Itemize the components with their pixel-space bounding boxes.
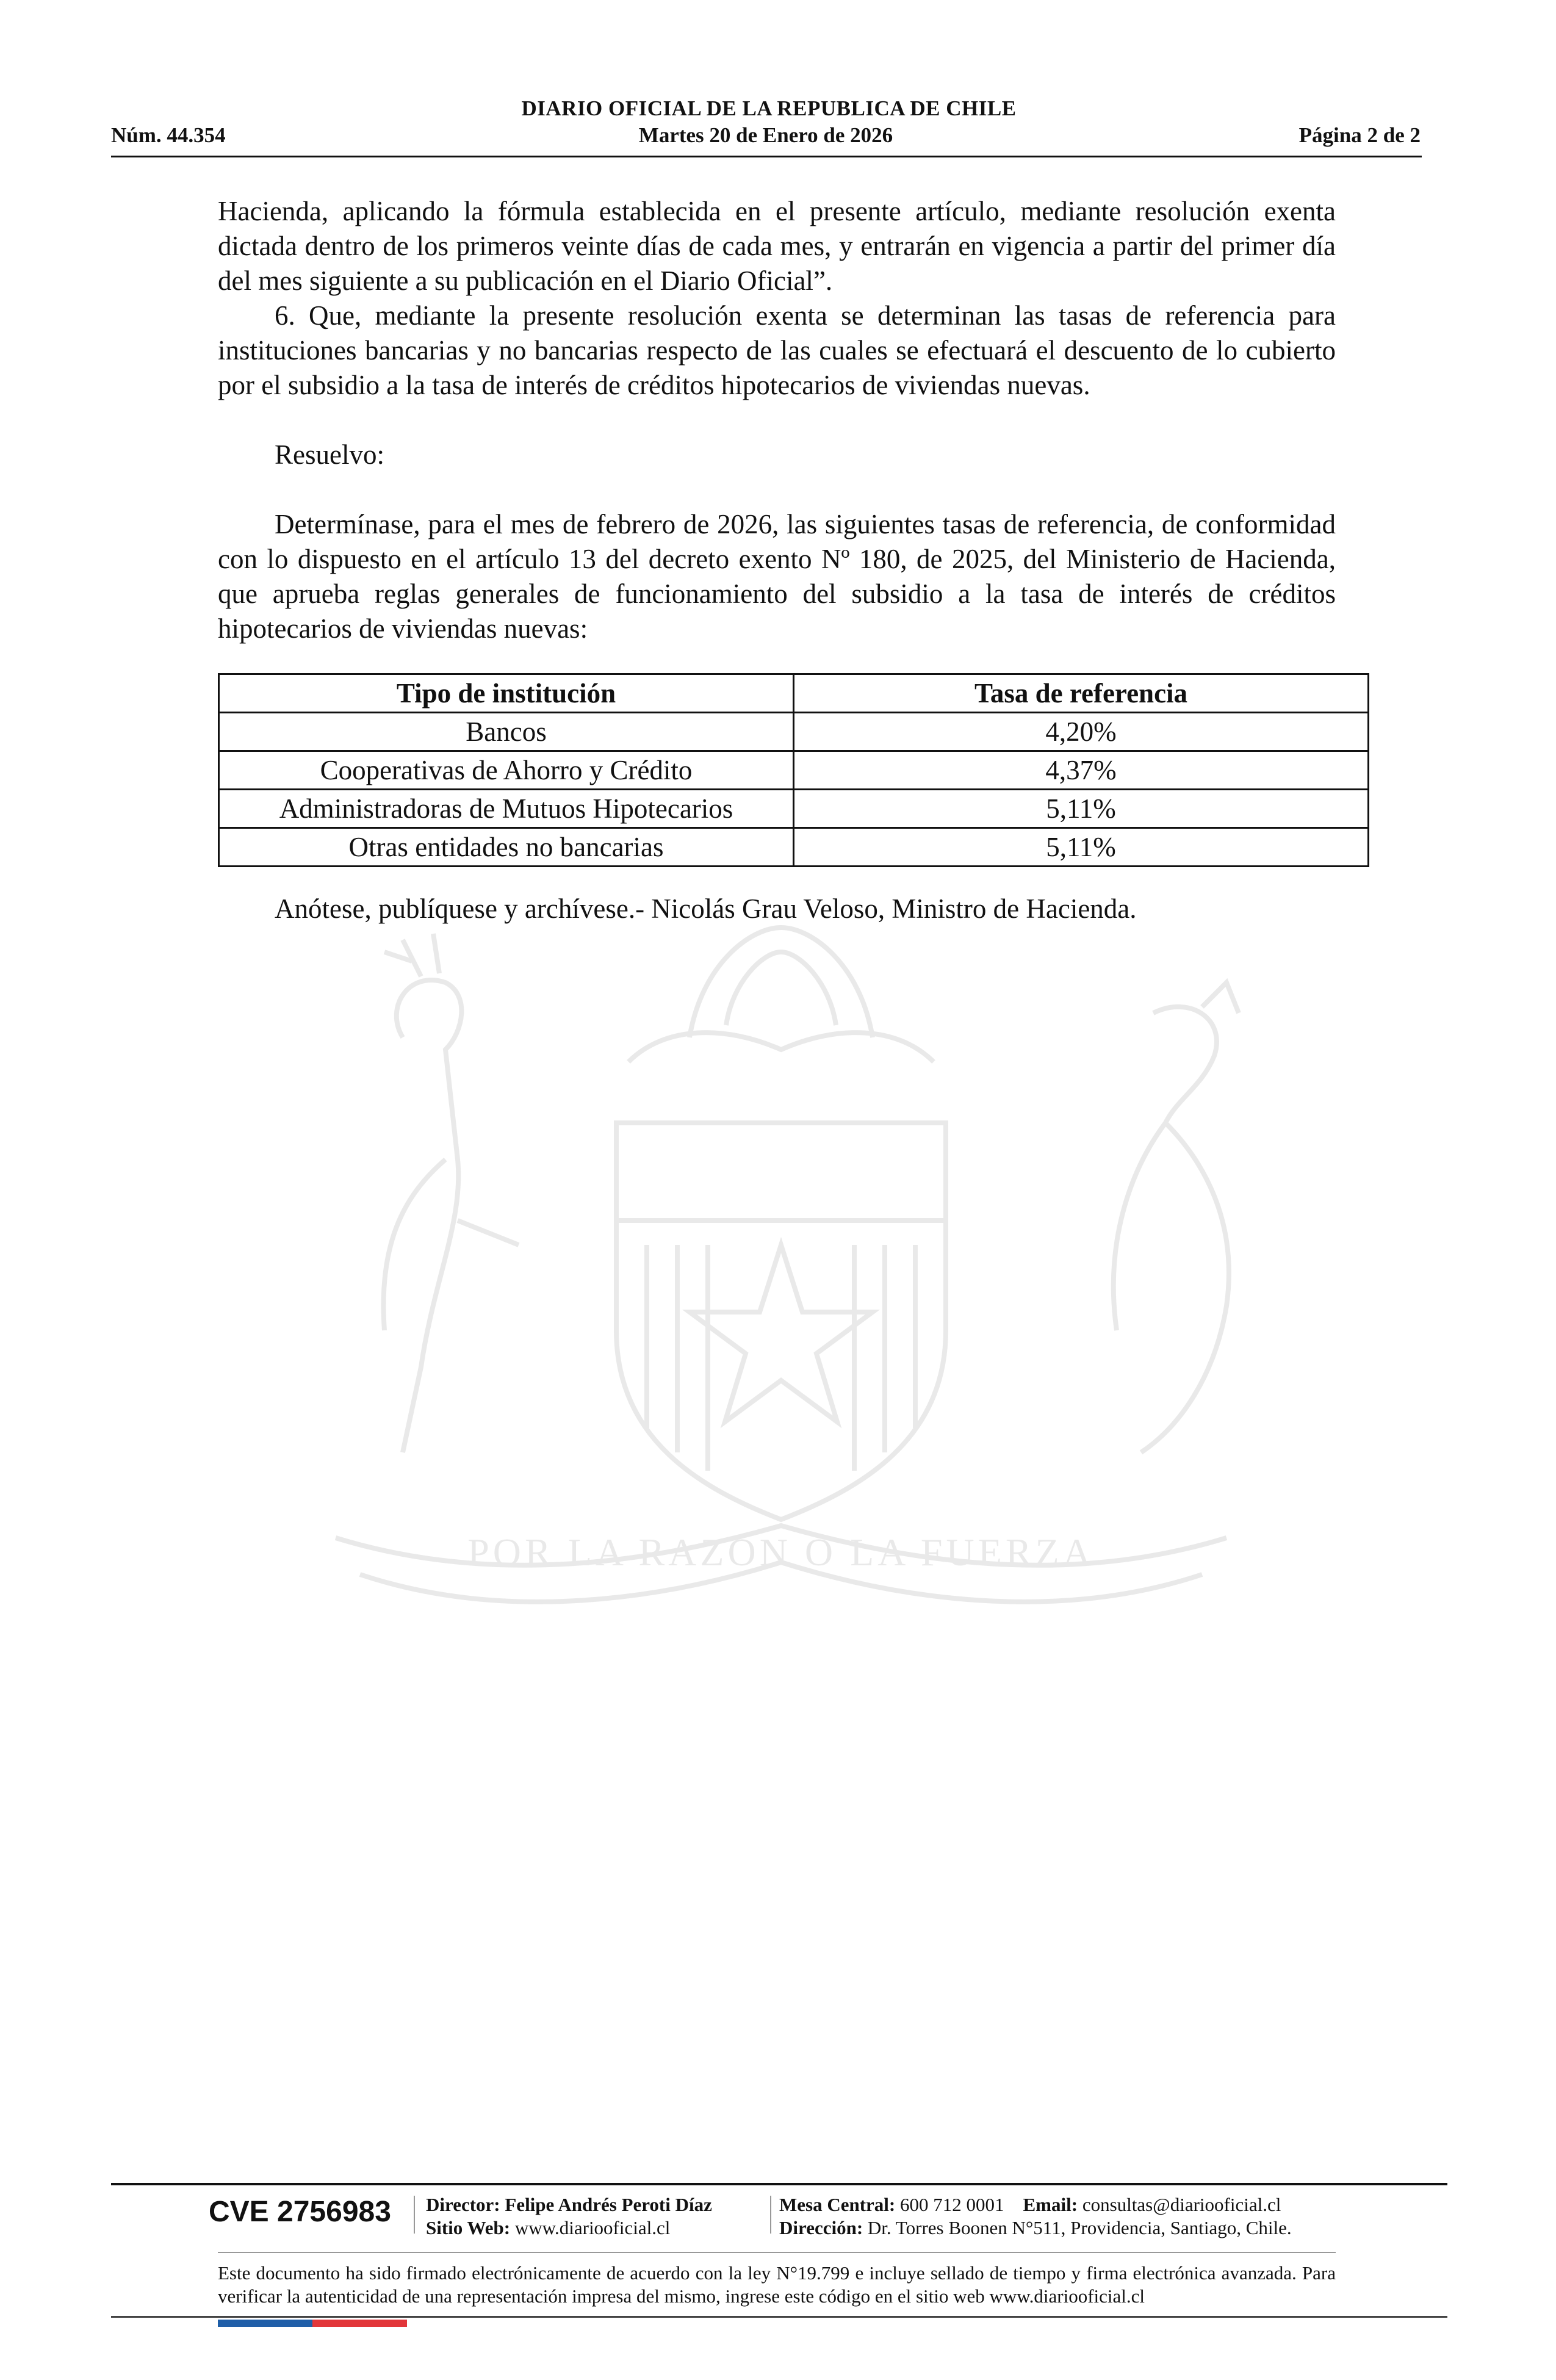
coat-of-arms-watermark [201,903,1361,1672]
email-label: Email: [1023,2194,1078,2215]
table-header-row [219,674,1369,713]
resuelvo-heading: Resuelvo: [275,439,384,470]
director-label: Director: [426,2194,500,2215]
phone-label: Mesa Central: [779,2194,896,2215]
column-header-rate: Tasa de referencia [794,674,1369,713]
rate-cell: 5,11% [794,790,1369,828]
paragraph-continuation: Hacienda, aplicando la fórmula establecida en el presente artículo, mediante resolución exenta dictada dentro de los primeros veinte días de cada mes, y entrarán en vigencia a partir del primer día del mes siguiente a su publicación en el Diario Oficial”. [218,196,1336,296]
issue-date: Martes 20 de Enero de 2026 [638,123,893,147]
email-link[interactable]: consultas@diariooficial.cl [1082,2194,1281,2215]
cve-code: CVE 2756983 [209,2196,391,2228]
institution-cell: Administradoras de Mutuos Hipotecarios [219,790,794,828]
footer-divider-top [111,2183,1447,2185]
table-row [219,751,1369,790]
document-body [218,194,1336,926]
newspaper-title: DIARIO OFICIAL DE LA REPUBLICA DE CHILE [521,96,1017,120]
phone-number: 600 712 0001 [900,2194,1004,2215]
rate-cell: 5,11% [794,828,1369,867]
footer-separator [414,2196,415,2234]
table-row [219,790,1369,828]
issue-number: Núm. 44.354 [111,123,226,147]
director-name: Felipe Andrés Peroti Díaz [505,2194,712,2215]
paragraph-considerando-6: 6. Que, mediante la presente resolución exenta se determinan las tasas de referencia para instituciones bancarias y no bancarias respecto de las cuales se efectuará el descuento de lo cubierto por el subsidio a la tasa de interés de créditos hipotecarios de viviendas nuevas. [218,300,1336,400]
table-row [219,828,1369,867]
address-text: Dr. Torres Boonen N°511, Providencia, Santiago, Chile. [867,2217,1292,2238]
institution-cell: Bancos [219,713,794,751]
motto-text: POR LA RAZON O LA FUERZA [467,1531,1095,1574]
footer-divider-bottom [111,2316,1447,2318]
paragraph-determinase: Determínase, para el mes de febrero de 2026, las siguientes tasas de referencia, de conformidad con lo dispuesto en el artículo 13 del decreto exento Nº 180, de 2025, del Ministerio de Hacienda, que aprueba reglas generales de funcionamiento del subsidio a la tasa de interés de créditos hipotecarios de viviendas nuevas: [218,509,1336,644]
closing-signature: Anótese, publíquese y archívese.- Nicolás Grau Veloso, Ministro de Hacienda. [275,893,1137,924]
footer-divider-middle [218,2252,1336,2253]
footer-contact-block [779,2193,1292,2240]
reference-rates-table [218,673,1369,867]
table-row [219,713,1369,751]
website-link[interactable]: www.diariooficial.cl [514,2217,671,2238]
flag-stripe-blue [218,2320,312,2327]
page-indicator: Página 2 de 2 [1298,123,1421,147]
rate-cell: 4,20% [794,713,1369,751]
address-label: Dirección: [779,2217,863,2238]
footer-director-block [426,2193,712,2240]
flag-stripe-red [312,2320,407,2327]
electronic-signature-note: Este documento ha sido firmado electrónicamente de acuerdo con la ley N°19.799 e incluye sellado de tiempo y firma electrónica avanzada. Para verificar la autenticidad de una representación impresa del mismo, ingrese este código en el sitio web www.diariooficial.cl [218,2262,1336,2307]
column-header-institution: Tipo de institución [219,674,794,713]
institution-cell: Cooperativas de Ahorro y Crédito [219,751,794,790]
rate-cell: 4,37% [794,751,1369,790]
website-label: Sitio Web: [426,2217,511,2238]
header-row [111,123,1421,150]
institution-cell: Otras entidades no bancarias [219,828,794,867]
footer-separator [770,2196,771,2234]
header-divider [111,156,1422,157]
